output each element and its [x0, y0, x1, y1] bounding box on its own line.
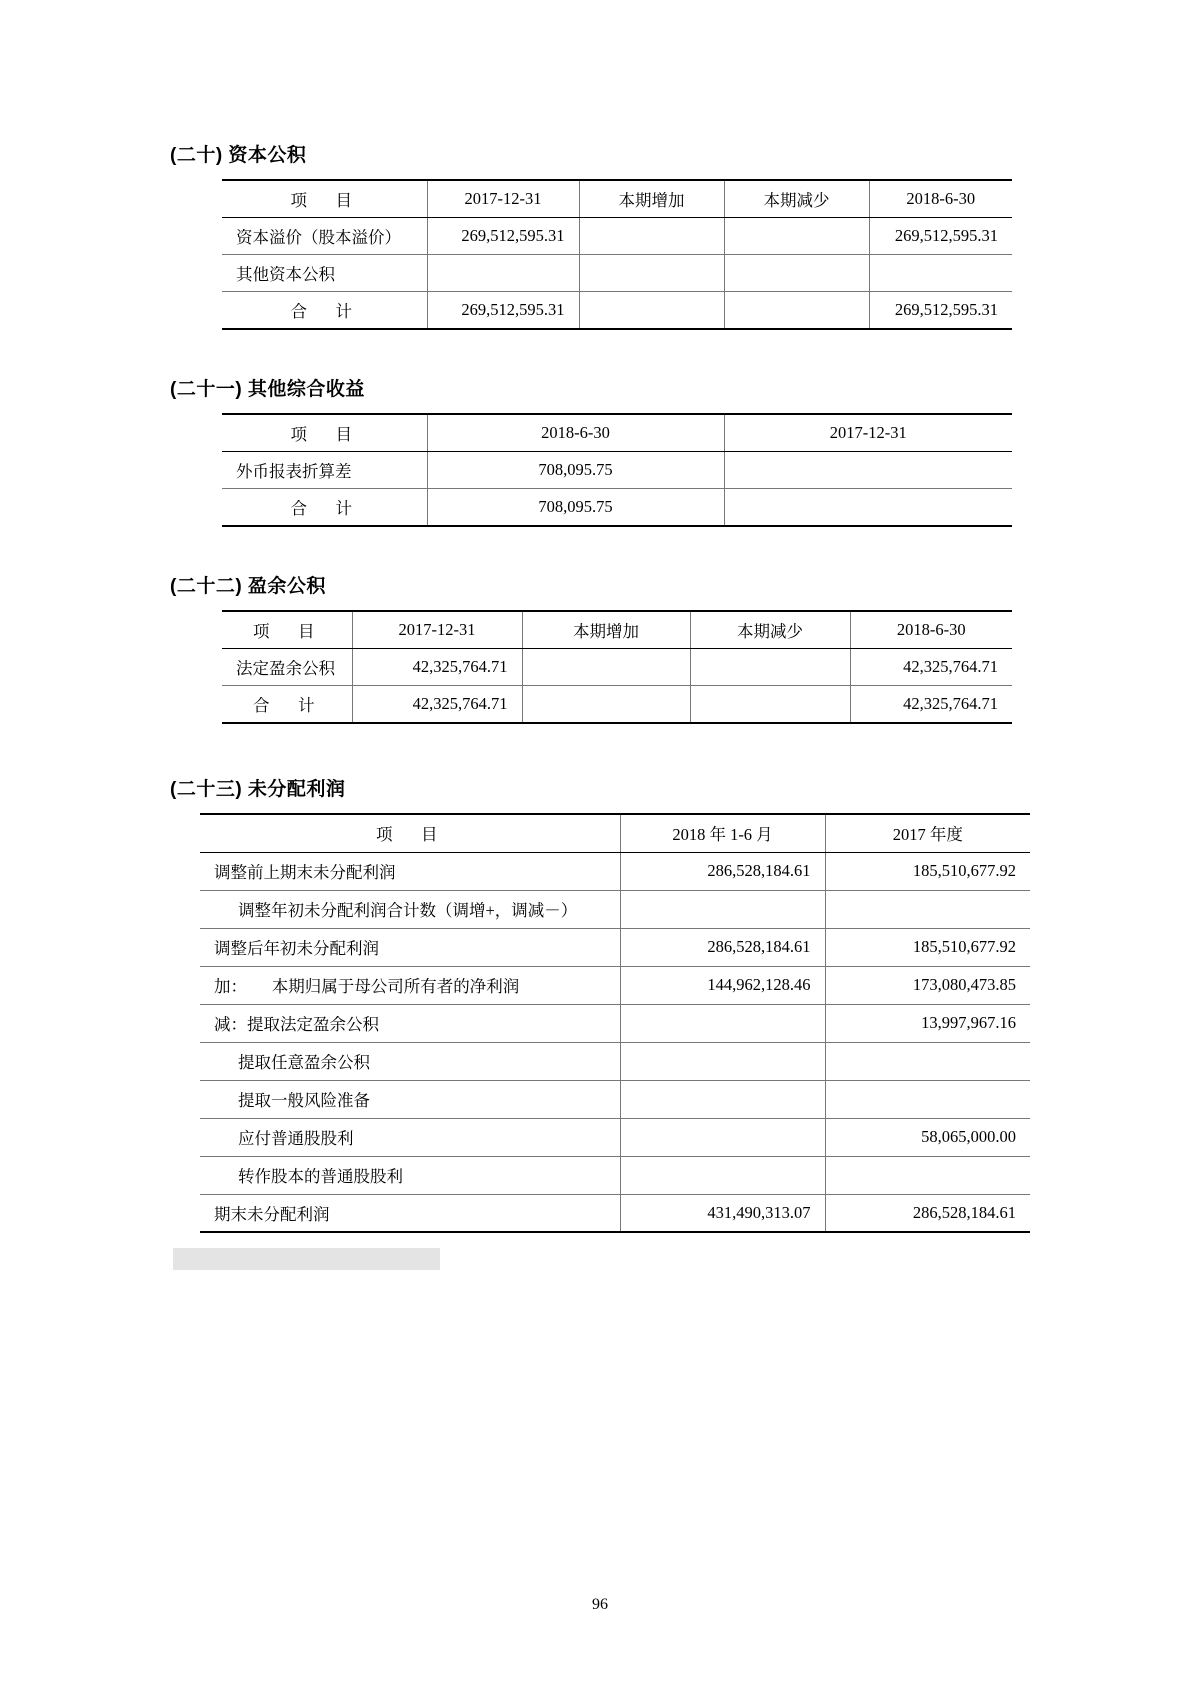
table-row	[222, 649, 1012, 686]
table-total-row	[222, 489, 1012, 527]
column-header-increase: 本期增加	[579, 180, 724, 218]
row-value	[825, 1042, 1030, 1080]
table-total-row	[200, 1194, 1030, 1232]
page-number: 96	[592, 1596, 608, 1613]
row-label: 其他资本公积	[222, 255, 427, 292]
row-value	[579, 292, 724, 330]
column-header-period-current: 2018 年 1-6 月	[620, 814, 825, 852]
section-title: (二十) 资本公积	[170, 145, 307, 166]
row-value	[620, 1042, 825, 1080]
table-row	[200, 890, 1030, 928]
row-value	[724, 218, 869, 255]
row-label: 调整年初未分配利润合计数（调增+，调减－）	[200, 890, 620, 928]
table-row	[200, 1080, 1030, 1118]
row-value	[620, 1004, 825, 1042]
row-label: 转作股本的普通股股利	[200, 1156, 620, 1194]
row-value: 13,997,967.16	[825, 1004, 1030, 1042]
redaction-block	[173, 1248, 440, 1270]
row-label: 外币报表折算差	[222, 452, 427, 489]
section-title: (二十三) 未分配利润	[170, 779, 346, 800]
row-value: 708,095.75	[427, 489, 724, 527]
column-header-item: 项 目	[222, 414, 427, 452]
row-value: 269,512,595.31	[869, 218, 1012, 255]
column-header-item: 项 目	[222, 180, 427, 218]
section-capital-reserve	[170, 140, 1030, 330]
column-header-date-end: 2018-6-30	[869, 180, 1012, 218]
row-value: 269,512,595.31	[869, 292, 1012, 330]
row-value: 708,095.75	[427, 452, 724, 489]
table-header-row	[222, 414, 1012, 452]
row-value	[724, 292, 869, 330]
row-label: 合 计	[222, 686, 352, 724]
row-value: 42,325,764.71	[352, 649, 522, 686]
row-value: 42,325,764.71	[352, 686, 522, 724]
other-comprehensive-income-table	[222, 413, 1012, 527]
undistributed-profit-table	[200, 813, 1030, 1233]
row-value: 144,962,128.46	[620, 966, 825, 1004]
row-value	[427, 255, 579, 292]
row-value: 42,325,764.71	[850, 686, 1012, 724]
table-total-row	[222, 686, 1012, 724]
table-row	[200, 1118, 1030, 1156]
table-row	[200, 928, 1030, 966]
column-header-date-begin: 2017-12-31	[352, 611, 522, 649]
column-header-date-begin: 2017-12-31	[427, 180, 579, 218]
surplus-reserve-table	[222, 610, 1012, 724]
table-header-row	[222, 611, 1012, 649]
column-header-item: 项 目	[200, 814, 620, 852]
section-surplus-reserve	[170, 571, 1030, 724]
row-value: 269,512,595.31	[427, 292, 579, 330]
row-value	[579, 218, 724, 255]
column-header-item: 项 目	[222, 611, 352, 649]
row-value	[825, 1156, 1030, 1194]
table-header-row	[222, 180, 1012, 218]
row-value: 286,528,184.61	[620, 928, 825, 966]
row-label: 提取任意盈余公积	[200, 1042, 620, 1080]
table-row	[200, 966, 1030, 1004]
row-label: 调整后年初未分配利润	[200, 928, 620, 966]
column-header-increase: 本期增加	[522, 611, 690, 649]
row-value	[620, 1118, 825, 1156]
section-undistributed-profit	[170, 774, 1030, 1233]
table-row	[200, 1042, 1030, 1080]
row-value	[724, 452, 1012, 489]
row-value	[825, 890, 1030, 928]
row-value	[724, 489, 1012, 527]
row-label: 资本溢价（股本溢价）	[222, 218, 427, 255]
table-row	[200, 1156, 1030, 1194]
row-value: 185,510,677.92	[825, 852, 1030, 890]
row-value: 173,080,473.85	[825, 966, 1030, 1004]
capital-reserve-table	[222, 179, 1012, 330]
row-label: 调整前上期末未分配利润	[200, 852, 620, 890]
column-header-date-end: 2018-6-30	[850, 611, 1012, 649]
row-value: 185,510,677.92	[825, 928, 1030, 966]
row-value	[724, 255, 869, 292]
row-label: 合 计	[222, 292, 427, 330]
table-row	[222, 218, 1012, 255]
column-header-date-begin: 2017-12-31	[724, 414, 1012, 452]
column-header-date-end: 2018-6-30	[427, 414, 724, 452]
table-row	[200, 852, 1030, 890]
table-row	[222, 452, 1012, 489]
row-value	[620, 890, 825, 928]
row-value	[522, 686, 690, 724]
row-value	[690, 686, 850, 724]
row-label: 提取一般风险准备	[200, 1080, 620, 1118]
row-value: 42,325,764.71	[850, 649, 1012, 686]
row-value: 431,490,313.07	[620, 1194, 825, 1232]
table-total-row	[222, 292, 1012, 330]
row-value: 286,528,184.61	[825, 1194, 1030, 1232]
row-label: 应付普通股股利	[200, 1118, 620, 1156]
row-value	[522, 649, 690, 686]
row-value	[825, 1080, 1030, 1118]
column-header-decrease: 本期减少	[724, 180, 869, 218]
column-header-period-prior: 2017 年度	[825, 814, 1030, 852]
table-row	[200, 1004, 1030, 1042]
section-other-comprehensive-income	[170, 374, 1030, 527]
table-row	[222, 255, 1012, 292]
section-title: (二十二) 盈余公积	[170, 576, 326, 597]
row-value	[620, 1080, 825, 1118]
section-title: (二十一) 其他综合收益	[170, 379, 365, 400]
row-value	[690, 649, 850, 686]
row-value	[869, 255, 1012, 292]
row-label: 法定盈余公积	[222, 649, 352, 686]
row-value: 269,512,595.31	[427, 218, 579, 255]
row-value	[620, 1156, 825, 1194]
row-label: 减：提取法定盈余公积	[200, 1004, 620, 1042]
row-label: 期末未分配利润	[200, 1194, 620, 1232]
row-value	[579, 255, 724, 292]
row-label: 加： 本期归属于母公司所有者的净利润	[200, 966, 620, 1004]
table-header-row	[200, 814, 1030, 852]
row-label: 合 计	[222, 489, 427, 527]
row-value: 286,528,184.61	[620, 852, 825, 890]
column-header-decrease: 本期减少	[690, 611, 850, 649]
row-value: 58,065,000.00	[825, 1118, 1030, 1156]
